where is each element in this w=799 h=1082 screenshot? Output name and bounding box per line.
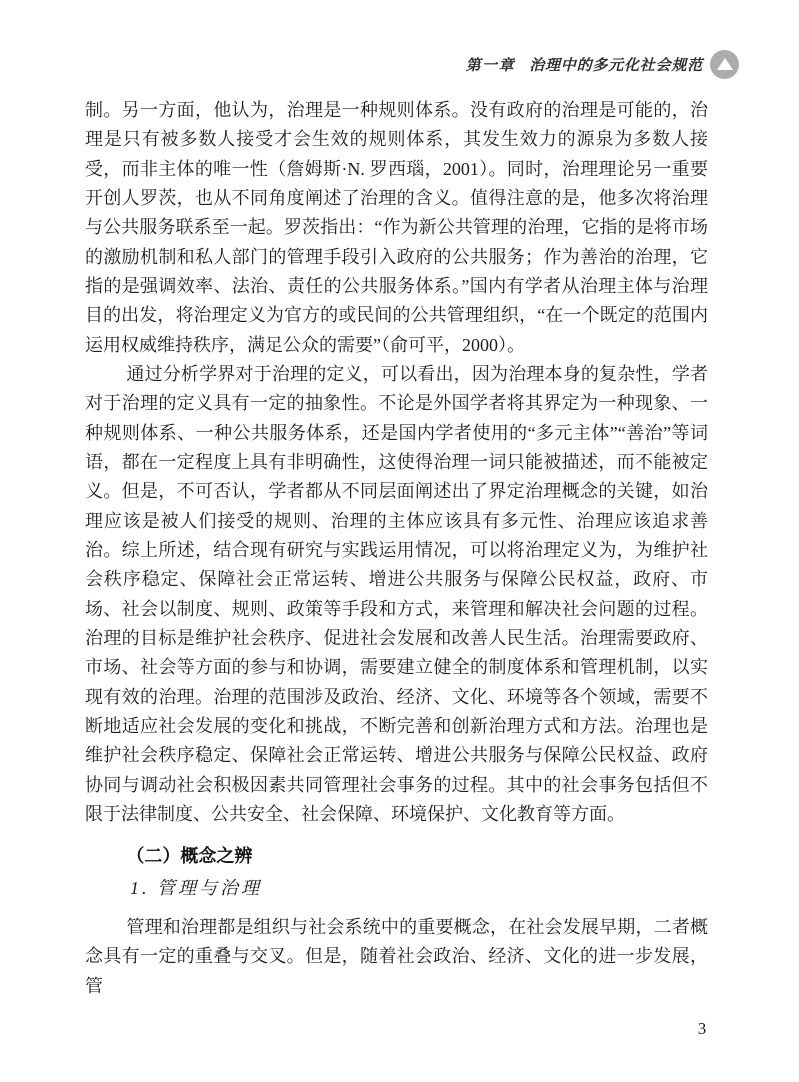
numbered-subheading: 1. 管理与治理 xyxy=(130,877,262,898)
page-number: 3 xyxy=(697,1019,707,1038)
page-body xyxy=(85,96,708,1001)
section-heading: （二）概念之辨 xyxy=(126,846,253,867)
running-header xyxy=(466,50,739,79)
paragraph-continued: 制。另一方面，他认为，治理是一种规则体系。没有政府的治理是可能的，治理是只有被多数人接受才会生效的规则体系，其发生效力的源泉为多数人接受，而非主体的唯一性（詹姆斯·N. 罗西瑙，2001）。同时，治理理论另一重要开创人罗茨，也从不同角度阐述了治理的含义。值得注意的是，他多次将治理与公共服务联系至一起。罗茨指出：“作为新公共管理的治理，它指的是将市场的激励机制和私人部门的管理手段引入政府的公共服务；作为善治的治理，它指的是强调效率、法治、责任的公共服务体系。”国内有学者从治理主体与治理目的出发，将治理定义为官方的或民间的公共管理组织，“在一个既定的范围内运用权威维持秩序，满足公众的需要”（俞可平，2000）。 xyxy=(85,100,708,355)
chapter-label: 第一章 xyxy=(465,58,516,74)
chapter-title: 治理中的多元化社会规范 xyxy=(529,58,703,74)
triangle-up-icon xyxy=(710,50,739,79)
paragraph: 管理和治理都是组织与社会系统中的重要概念，在社会发展早期，二者概念具有一定的重叠与交叉。但是，随着社会政治、经济、文化的进一步发展，管 xyxy=(85,916,708,996)
paragraph: 通过分析学界对于治理的定义，可以看出，因为治理本身的复杂性，学者对于治理的定义具有一定的抽象性。不论是外国学者将其界定为一种现象、一种规则体系、一种公共服务体系，还是国内学者使用的“多元主体”“善治”等词语，都在一定程度上具有非明确性，这使得治理一词只能被描述，而不能被定义。但是，不可否认，学者都从不同层面阐述出了界定治理概念的关键，如治理应该是被人们接受的规则、治理的主体应该具有多元性、治理应该追求善治。综上所述，结合现有研究与实践运用情况，可以将治理定义为，为维护社会秩序稳定、保障社会正常运转、增进公共服务与保障公民权益，政府、市场、社会以制度、规则、政策等手段和方式，来管理和解决社会问题的过程。治理的目标是维护社会秩序、促进社会发展和改善人民生活。治理需要政府、市场、社会等方面的参与和协调，需要建立健全的制度体系和管理机制，以实现有效的治理。治理的范围涉及政治、经济、文化、环境等各个领域，需要不断地适应社会发展的变化和挑战，不断完善和创新治理方式和方法。治理也是维护社会秩序稳定、保障社会正常运转、增进公共服务与保障公民权益、政府协同与调动社会积极因素共同管理社会事务的过程。其中的社会事务包括但不限于法律制度、公共安全、社会保障、环境保护、文化教育等方面。 xyxy=(85,363,708,824)
